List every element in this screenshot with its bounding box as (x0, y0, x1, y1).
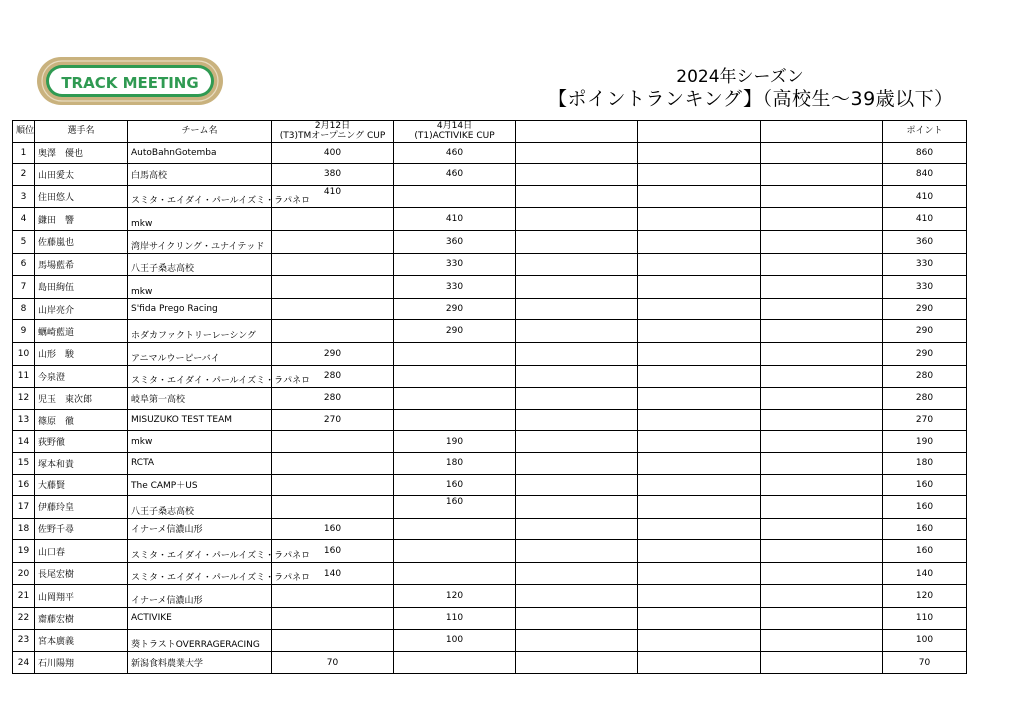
rank-cell: 8 (13, 298, 35, 320)
empty-cell (516, 342, 638, 365)
empty-cell (761, 365, 883, 388)
race2-points-cell: 190 (394, 431, 516, 453)
empty-cell (516, 365, 638, 388)
total-points-cell: 290 (883, 320, 967, 343)
race1-points-cell (272, 629, 394, 652)
table-row (13, 474, 967, 496)
team-cell: 湾岸サイクリング・ユナイテッド (128, 230, 272, 253)
empty-cell (761, 562, 883, 585)
header-empty-2 (638, 121, 761, 143)
total-points-cell: 190 (883, 431, 967, 453)
empty-cell (761, 585, 883, 608)
empty-cell (761, 208, 883, 231)
team-cell: mkw (128, 276, 272, 299)
team-cell: イナーメ信濃山形 (128, 585, 272, 608)
table-row (13, 388, 967, 410)
empty-cell (638, 562, 761, 585)
race1-points-cell (272, 474, 394, 496)
empty-cell (761, 652, 883, 674)
empty-cell (638, 585, 761, 608)
team-cell: ホダカファクトリーレーシング (128, 320, 272, 343)
race1-name: (T3)TMオープニング CUP (279, 131, 386, 142)
race2-points-cell (394, 518, 516, 540)
table-row (13, 320, 967, 343)
empty-cell (516, 298, 638, 320)
race2-points-cell: 290 (394, 298, 516, 320)
race1-points-cell (272, 496, 394, 519)
team-cell: ACTIVIKE (128, 608, 272, 630)
empty-cell (638, 652, 761, 674)
empty-cell (638, 365, 761, 388)
ranking-title: 【ポイントランキング】（高校生～39歳以下） (548, 88, 954, 110)
total-points-cell: 180 (883, 452, 967, 474)
table-row (13, 496, 967, 519)
race1-points-cell: 400 (272, 142, 394, 164)
team-cell: 新潟食料農業大学 (128, 652, 272, 674)
total-points-cell: 70 (883, 652, 967, 674)
race1-points-cell: 160 (272, 518, 394, 540)
total-points-cell: 360 (883, 230, 967, 253)
race1-points-cell: 290 (272, 342, 394, 365)
team-cell: The CAMP＋US (128, 474, 272, 496)
empty-cell (516, 518, 638, 540)
empty-cell (638, 142, 761, 164)
rider-name-cell: 島田絢伍 (35, 276, 128, 299)
table-row (13, 164, 967, 186)
race2-points-cell (394, 562, 516, 585)
race2-points-cell: 460 (394, 142, 516, 164)
race2-points-cell: 180 (394, 452, 516, 474)
empty-cell (516, 474, 638, 496)
header-rank: 順位 (13, 121, 35, 143)
empty-cell (761, 298, 883, 320)
empty-cell (516, 585, 638, 608)
race2-points-cell (394, 365, 516, 388)
table-row (13, 452, 967, 474)
empty-cell (638, 388, 761, 410)
rank-cell: 21 (13, 585, 35, 608)
rank-cell: 15 (13, 452, 35, 474)
rider-name-cell: 石川陽翔 (35, 652, 128, 674)
table-row (13, 608, 967, 630)
empty-cell (638, 496, 761, 519)
team-cell: スミタ・エイダイ・パールイズミ・ラパネロ (128, 365, 272, 388)
empty-cell (638, 342, 761, 365)
race1-points-cell: 160 (272, 540, 394, 563)
empty-cell (761, 388, 883, 410)
race1-points-cell (272, 452, 394, 474)
race1-points-cell: 70 (272, 652, 394, 674)
total-points-cell: 120 (883, 585, 967, 608)
rank-cell: 17 (13, 496, 35, 519)
header-name: 選手名 (35, 121, 128, 143)
total-points-cell: 410 (883, 208, 967, 231)
empty-cell (516, 540, 638, 563)
table-row (13, 208, 967, 231)
rider-name-cell: 今泉澄 (35, 365, 128, 388)
table-row (13, 652, 967, 674)
empty-cell (761, 608, 883, 630)
team-cell: イナーメ信濃山形 (128, 518, 272, 540)
table-row (13, 409, 967, 431)
header-empty-3 (761, 121, 883, 143)
rank-cell: 11 (13, 365, 35, 388)
rank-cell: 5 (13, 230, 35, 253)
rider-name-cell: 塚本和貴 (35, 452, 128, 474)
svg-text:TRACK MEETING: TRACK MEETING (61, 74, 199, 92)
total-points-cell: 330 (883, 253, 967, 276)
race2-points-cell: 290 (394, 320, 516, 343)
empty-cell (516, 608, 638, 630)
race2-points-cell: 330 (394, 253, 516, 276)
race2-points-cell (394, 342, 516, 365)
rank-cell: 13 (13, 409, 35, 431)
empty-cell (638, 629, 761, 652)
total-points-cell: 290 (883, 298, 967, 320)
team-cell: 八王子桑志高校 (128, 496, 272, 519)
empty-cell (761, 474, 883, 496)
team-cell: 岐阜第一高校 (128, 388, 272, 410)
rank-cell: 6 (13, 253, 35, 276)
empty-cell (638, 276, 761, 299)
empty-cell (638, 409, 761, 431)
total-points-cell: 160 (883, 518, 967, 540)
rank-cell: 18 (13, 518, 35, 540)
empty-cell (516, 208, 638, 231)
rider-name-cell: 佐野千尋 (35, 518, 128, 540)
rider-name-cell: 住田悠人 (35, 185, 128, 208)
race2-points-cell (394, 540, 516, 563)
empty-cell (516, 629, 638, 652)
header-team: チーム名 (128, 121, 272, 143)
race1-points-cell (272, 230, 394, 253)
empty-cell (761, 276, 883, 299)
rank-cell: 9 (13, 320, 35, 343)
empty-cell (638, 208, 761, 231)
team-cell: スミタ・エイダイ・パールイズミ・ラパネロ (128, 562, 272, 585)
race1-points-cell (272, 208, 394, 231)
ranking-body (13, 142, 967, 673)
table-row (13, 629, 967, 652)
race2-points-cell: 120 (394, 585, 516, 608)
race1-points-cell: 410 (272, 185, 394, 208)
race1-points-cell (272, 298, 394, 320)
empty-cell (516, 562, 638, 585)
team-cell: 葵トラストOVERRAGERACING (128, 629, 272, 652)
empty-cell (516, 452, 638, 474)
race2-points-cell: 410 (394, 208, 516, 231)
team-cell: スミタ・エイダイ・パールイズミ・ラパネロ (128, 185, 272, 208)
total-points-cell: 160 (883, 474, 967, 496)
rider-name-cell: 大藤賢 (35, 474, 128, 496)
header-empty-1 (516, 121, 638, 143)
total-points-cell: 330 (883, 276, 967, 299)
race2-points-cell: 360 (394, 230, 516, 253)
rank-cell: 10 (13, 342, 35, 365)
total-points-cell: 290 (883, 342, 967, 365)
rider-name-cell: 佐藤嵐也 (35, 230, 128, 253)
race2-points-cell (394, 388, 516, 410)
rider-name-cell: 宮本廣義 (35, 629, 128, 652)
rank-cell: 2 (13, 164, 35, 186)
team-cell: MISUZUKO TEST TEAM (128, 409, 272, 431)
race2-points-cell: 100 (394, 629, 516, 652)
rank-cell: 7 (13, 276, 35, 299)
race1-points-cell: 280 (272, 388, 394, 410)
empty-cell (761, 230, 883, 253)
empty-cell (516, 388, 638, 410)
race1-points-cell: 140 (272, 562, 394, 585)
rank-cell: 4 (13, 208, 35, 231)
race1-points-cell (272, 431, 394, 453)
rank-cell: 16 (13, 474, 35, 496)
empty-cell (516, 230, 638, 253)
empty-cell (761, 540, 883, 563)
rank-cell: 14 (13, 431, 35, 453)
table-row (13, 585, 967, 608)
team-cell: 白馬高校 (128, 164, 272, 186)
race1-points-cell (272, 253, 394, 276)
rider-name-cell: 山岸亮介 (35, 298, 128, 320)
race1-points-cell: 380 (272, 164, 394, 186)
total-points-cell: 160 (883, 496, 967, 519)
team-cell: AutoBahnGotemba (128, 142, 272, 164)
team-cell: RCTA (128, 452, 272, 474)
season-title: 2024年シーズン (676, 67, 804, 87)
table-row (13, 298, 967, 320)
empty-cell (516, 276, 638, 299)
race1-points-cell (272, 276, 394, 299)
empty-cell (638, 253, 761, 276)
empty-cell (516, 164, 638, 186)
empty-cell (638, 608, 761, 630)
rank-cell: 1 (13, 142, 35, 164)
race2-points-cell (394, 409, 516, 431)
empty-cell (761, 342, 883, 365)
empty-cell (516, 409, 638, 431)
team-cell: スミタ・エイダイ・パールイズミ・ラパネロ (128, 540, 272, 563)
empty-cell (761, 253, 883, 276)
empty-cell (638, 298, 761, 320)
empty-cell (761, 142, 883, 164)
header-row (13, 121, 967, 143)
rider-name-cell: 荻野徹 (35, 431, 128, 453)
rank-cell: 22 (13, 608, 35, 630)
race2-points-cell: 330 (394, 276, 516, 299)
track-meeting-logo (36, 56, 224, 106)
empty-cell (638, 474, 761, 496)
total-points-cell: 110 (883, 608, 967, 630)
rider-name-cell: 児玉 東次郎 (35, 388, 128, 410)
empty-cell (638, 518, 761, 540)
race2-points-cell (394, 652, 516, 674)
race2-points-cell: 160 (394, 474, 516, 496)
rider-name-cell: 篠原 徹 (35, 409, 128, 431)
race1-points-cell: 280 (272, 365, 394, 388)
empty-cell (638, 540, 761, 563)
table-row (13, 518, 967, 540)
race1-points-cell (272, 320, 394, 343)
ranking-table (12, 120, 967, 674)
empty-cell (638, 164, 761, 186)
empty-cell (638, 431, 761, 453)
rider-name-cell: 奥澤 優也 (35, 142, 128, 164)
empty-cell (516, 652, 638, 674)
team-cell: mkw (128, 431, 272, 453)
empty-cell (516, 142, 638, 164)
race2-date: 4月14日 (436, 121, 473, 132)
rider-name-cell: 山形 駿 (35, 342, 128, 365)
table-row (13, 185, 967, 208)
table-row (13, 365, 967, 388)
table-row (13, 562, 967, 585)
total-points-cell: 280 (883, 388, 967, 410)
total-points-cell: 160 (883, 540, 967, 563)
race2-points-cell (394, 185, 516, 208)
empty-cell (761, 496, 883, 519)
header-race1 (272, 121, 394, 143)
empty-cell (638, 452, 761, 474)
total-points-cell: 860 (883, 142, 967, 164)
empty-cell (638, 320, 761, 343)
empty-cell (761, 518, 883, 540)
rider-name-cell: 山田愛太 (35, 164, 128, 186)
table-row (13, 230, 967, 253)
rank-cell: 19 (13, 540, 35, 563)
header-race2 (394, 121, 516, 143)
empty-cell (761, 409, 883, 431)
rider-name-cell: 山口春 (35, 540, 128, 563)
rank-cell: 23 (13, 629, 35, 652)
empty-cell (516, 185, 638, 208)
empty-cell (638, 185, 761, 208)
empty-cell (516, 253, 638, 276)
table-row (13, 431, 967, 453)
rank-cell: 24 (13, 652, 35, 674)
rider-name-cell: 馬場藍希 (35, 253, 128, 276)
total-points-cell: 100 (883, 629, 967, 652)
empty-cell (761, 164, 883, 186)
table-row (13, 142, 967, 164)
rider-name-cell: 山岡翔平 (35, 585, 128, 608)
team-cell: mkw (128, 208, 272, 231)
race1-date: 2月12日 (314, 121, 351, 132)
rider-name-cell: 齋藤宏樹 (35, 608, 128, 630)
empty-cell (761, 452, 883, 474)
table-row (13, 540, 967, 563)
rank-cell: 3 (13, 185, 35, 208)
rank-cell: 12 (13, 388, 35, 410)
table-row (13, 253, 967, 276)
table-row (13, 342, 967, 365)
empty-cell (638, 230, 761, 253)
rider-name-cell: 長尾宏樹 (35, 562, 128, 585)
empty-cell (516, 320, 638, 343)
team-cell: 八王子桑志高校 (128, 253, 272, 276)
rank-cell: 20 (13, 562, 35, 585)
total-points-cell: 270 (883, 409, 967, 431)
empty-cell (761, 320, 883, 343)
total-points-cell: 410 (883, 185, 967, 208)
total-points-cell: 840 (883, 164, 967, 186)
empty-cell (761, 629, 883, 652)
race1-points-cell (272, 585, 394, 608)
team-cell: S'fida Prego Racing (128, 298, 272, 320)
race1-points-cell: 270 (272, 409, 394, 431)
empty-cell (516, 496, 638, 519)
total-points-cell: 280 (883, 365, 967, 388)
race2-name: (T1)ACTIVIKE CUP (414, 131, 495, 142)
race1-points-cell (272, 608, 394, 630)
rider-name-cell: 鎌田 響 (35, 208, 128, 231)
total-points-cell: 140 (883, 562, 967, 585)
race2-points-cell: 110 (394, 608, 516, 630)
team-cell: アニマルウーピーバイ (128, 342, 272, 365)
race2-points-cell: 160 (394, 496, 516, 519)
empty-cell (516, 431, 638, 453)
header-points: ポイント (883, 121, 967, 143)
empty-cell (761, 185, 883, 208)
rider-name-cell: 蠣崎藍道 (35, 320, 128, 343)
rider-name-cell: 伊藤玲皇 (35, 496, 128, 519)
empty-cell (761, 431, 883, 453)
table-row (13, 276, 967, 299)
race2-points-cell: 460 (394, 164, 516, 186)
